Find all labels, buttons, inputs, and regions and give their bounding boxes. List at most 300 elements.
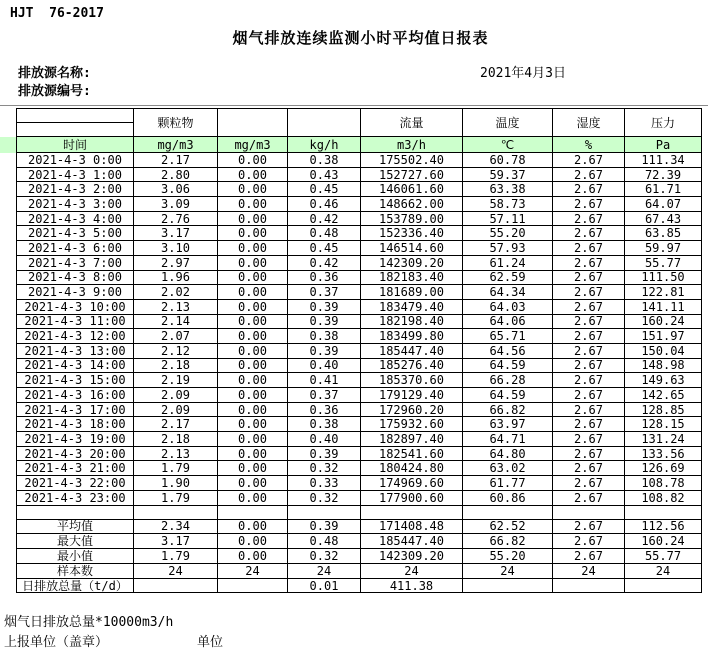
- value-cell: 0.46: [288, 197, 361, 212]
- value-cell: 0.00: [218, 461, 288, 476]
- value-cell: 2.97: [134, 255, 218, 270]
- time-cell: 2021-4-3 23:00: [17, 490, 134, 505]
- summary-row: [17, 549, 702, 564]
- value-cell: 2.13: [134, 446, 218, 461]
- value-cell: 151.97: [625, 329, 702, 344]
- value-cell: 64.59: [463, 388, 553, 403]
- table-head: [17, 109, 702, 153]
- summary-row: [17, 519, 702, 534]
- column-group-header: 颗粒物: [134, 109, 218, 137]
- flow-total-note: 烟气日排放总量*10000m3/h: [4, 615, 174, 630]
- unit-header-cell: m3/h: [361, 137, 463, 153]
- value-cell: 111.34: [625, 153, 702, 168]
- value-cell: 63.85: [625, 226, 702, 241]
- value-cell: 174969.60: [361, 476, 463, 491]
- table-row: [17, 388, 702, 403]
- value-cell: 0.39: [288, 314, 361, 329]
- summary-value: 66.82: [463, 534, 553, 549]
- time-cell: 2021-4-3 22:00: [17, 476, 134, 491]
- value-cell: 59.97: [625, 241, 702, 256]
- table-row: [17, 285, 702, 300]
- horizontal-rule: [0, 105, 708, 106]
- empty-cell: [134, 505, 218, 519]
- value-cell: 2.18: [134, 432, 218, 447]
- summary-value: 0.01: [288, 578, 361, 593]
- value-cell: 0.40: [288, 358, 361, 373]
- unit-header-cell: %: [553, 137, 625, 153]
- value-cell: 2.14: [134, 314, 218, 329]
- value-cell: 2.67: [553, 270, 625, 285]
- table-row: [17, 329, 702, 344]
- header-row: [17, 109, 702, 123]
- value-cell: 2.67: [553, 388, 625, 403]
- summary-value: 142309.20: [361, 549, 463, 564]
- value-cell: 0.43: [288, 167, 361, 182]
- summary-value: [625, 578, 702, 593]
- spacer-row: [17, 505, 702, 519]
- value-cell: 2.67: [553, 167, 625, 182]
- value-cell: 2.18: [134, 358, 218, 373]
- unit-header-cell: mg/m3: [218, 137, 288, 153]
- value-cell: 1.79: [134, 490, 218, 505]
- empty-cell: [218, 505, 288, 519]
- value-cell: 2.67: [553, 417, 625, 432]
- table-row: [17, 182, 702, 197]
- value-cell: 0.32: [288, 461, 361, 476]
- value-cell: 64.07: [625, 197, 702, 212]
- value-cell: 2.67: [553, 314, 625, 329]
- table-row: [17, 432, 702, 447]
- summary-label: 日排放总量（t/d）: [17, 578, 134, 593]
- value-cell: 2.76: [134, 211, 218, 226]
- value-cell: 0.42: [288, 211, 361, 226]
- value-cell: 2.67: [553, 461, 625, 476]
- value-cell: 0.00: [218, 314, 288, 329]
- time-cell: 2021-4-3 0:00: [17, 153, 134, 168]
- value-cell: 108.78: [625, 476, 702, 491]
- value-cell: 65.71: [463, 329, 553, 344]
- value-cell: 1.79: [134, 461, 218, 476]
- value-cell: 2.67: [553, 153, 625, 168]
- value-cell: 182897.40: [361, 432, 463, 447]
- empty-cell: [361, 505, 463, 519]
- value-cell: 0.45: [288, 241, 361, 256]
- time-cell: 2021-4-3 21:00: [17, 461, 134, 476]
- value-cell: 0.36: [288, 402, 361, 417]
- value-cell: 152727.60: [361, 167, 463, 182]
- value-cell: 0.38: [288, 153, 361, 168]
- value-cell: 2.80: [134, 167, 218, 182]
- value-cell: 160.24: [625, 314, 702, 329]
- value-cell: 185447.40: [361, 343, 463, 358]
- value-cell: 2.12: [134, 343, 218, 358]
- value-cell: 0.00: [218, 197, 288, 212]
- table-row: [17, 226, 702, 241]
- value-cell: 2.67: [553, 255, 625, 270]
- value-cell: 146514.60: [361, 241, 463, 256]
- value-cell: 172960.20: [361, 402, 463, 417]
- value-cell: 0.00: [218, 476, 288, 491]
- value-cell: 142309.20: [361, 255, 463, 270]
- time-cell: 2021-4-3 6:00: [17, 241, 134, 256]
- column-group-header: [218, 109, 288, 137]
- value-cell: 0.00: [218, 153, 288, 168]
- summary-value: 0.00: [218, 534, 288, 549]
- empty-cell: [553, 505, 625, 519]
- value-cell: 0.48: [288, 226, 361, 241]
- time-cell: 2021-4-3 8:00: [17, 270, 134, 285]
- empty-cell: [625, 505, 702, 519]
- summary-value: 0.00: [218, 549, 288, 564]
- value-cell: 0.36: [288, 270, 361, 285]
- value-cell: 3.10: [134, 241, 218, 256]
- value-cell: 153789.00: [361, 211, 463, 226]
- value-cell: 180424.80: [361, 461, 463, 476]
- value-cell: 2.67: [553, 343, 625, 358]
- time-cell: 2021-4-3 11:00: [17, 314, 134, 329]
- value-cell: 0.38: [288, 329, 361, 344]
- value-cell: 67.43: [625, 211, 702, 226]
- value-cell: 0.37: [288, 388, 361, 403]
- unit-header-cell: kg/h: [288, 137, 361, 153]
- value-cell: 2.67: [553, 432, 625, 447]
- unit-header-cell: mg/m3: [134, 137, 218, 153]
- summary-row: [17, 534, 702, 549]
- value-cell: 0.00: [218, 285, 288, 300]
- value-cell: 0.00: [218, 388, 288, 403]
- summary-value: [218, 578, 288, 593]
- table-row: [17, 241, 702, 256]
- value-cell: 61.24: [463, 255, 553, 270]
- value-cell: 0.00: [218, 255, 288, 270]
- value-cell: 0.00: [218, 432, 288, 447]
- value-cell: 64.59: [463, 358, 553, 373]
- summary-label: 平均值: [17, 519, 134, 534]
- value-cell: 64.06: [463, 314, 553, 329]
- value-cell: 57.93: [463, 241, 553, 256]
- unit-header-cell: ℃: [463, 137, 553, 153]
- value-cell: 62.59: [463, 270, 553, 285]
- value-cell: 0.00: [218, 241, 288, 256]
- value-cell: 185370.60: [361, 373, 463, 388]
- value-cell: 60.86: [463, 490, 553, 505]
- value-cell: 2.67: [553, 197, 625, 212]
- table-row: [17, 211, 702, 226]
- time-cell: 2021-4-3 3:00: [17, 197, 134, 212]
- value-cell: 64.56: [463, 343, 553, 358]
- summary-value: 185447.40: [361, 534, 463, 549]
- summary-value: 2.67: [553, 534, 625, 549]
- value-cell: 185276.40: [361, 358, 463, 373]
- summary-value: 411.38: [361, 578, 463, 593]
- summary-value: [463, 578, 553, 593]
- value-cell: 141.11: [625, 299, 702, 314]
- summary-value: 24: [625, 563, 702, 578]
- value-cell: 0.00: [218, 446, 288, 461]
- value-cell: 3.09: [134, 197, 218, 212]
- summary-value: 171408.48: [361, 519, 463, 534]
- summary-value: [553, 578, 625, 593]
- column-group-header: 压力: [625, 109, 702, 137]
- value-cell: 59.37: [463, 167, 553, 182]
- page-title: 烟气排放连续监测小时平均值日报表: [232, 29, 489, 47]
- summary-value: 2.34: [134, 519, 218, 534]
- value-cell: 182198.40: [361, 314, 463, 329]
- table-row: [17, 314, 702, 329]
- value-cell: 183479.40: [361, 299, 463, 314]
- value-cell: 182541.60: [361, 446, 463, 461]
- value-cell: 0.00: [218, 490, 288, 505]
- value-cell: 2.09: [134, 402, 218, 417]
- table-row: [17, 417, 702, 432]
- summary-value: 24: [463, 563, 553, 578]
- value-cell: 0.00: [218, 373, 288, 388]
- time-cell: 2021-4-3 19:00: [17, 432, 134, 447]
- value-cell: 0.39: [288, 299, 361, 314]
- value-cell: 2.67: [553, 182, 625, 197]
- unit-header-cell: Pa: [625, 137, 702, 153]
- summary-value: 160.24: [625, 534, 702, 549]
- value-cell: 150.04: [625, 343, 702, 358]
- time-cell: 2021-4-3 4:00: [17, 211, 134, 226]
- value-cell: 2.67: [553, 358, 625, 373]
- value-cell: 0.41: [288, 373, 361, 388]
- value-cell: 152336.40: [361, 226, 463, 241]
- column-group-header: 湿度: [553, 109, 625, 137]
- summary-value: 0.00: [218, 519, 288, 534]
- value-cell: 0.38: [288, 417, 361, 432]
- value-cell: 64.71: [463, 432, 553, 447]
- value-cell: 0.32: [288, 490, 361, 505]
- value-cell: 0.00: [218, 226, 288, 241]
- value-cell: 0.33: [288, 476, 361, 491]
- value-cell: 0.00: [218, 343, 288, 358]
- value-cell: 0.00: [218, 417, 288, 432]
- value-cell: 0.39: [288, 446, 361, 461]
- value-cell: 0.45: [288, 182, 361, 197]
- table-row: [17, 197, 702, 212]
- empty-cell: [463, 505, 553, 519]
- corner-cell: [17, 109, 134, 123]
- summary-value: 3.17: [134, 534, 218, 549]
- value-cell: 2.02: [134, 285, 218, 300]
- value-cell: 2.67: [553, 211, 625, 226]
- value-cell: 177900.60: [361, 490, 463, 505]
- value-cell: 2.19: [134, 373, 218, 388]
- value-cell: 64.34: [463, 285, 553, 300]
- table-row: [17, 153, 702, 168]
- value-cell: 2.07: [134, 329, 218, 344]
- summary-value: 55.20: [463, 549, 553, 564]
- value-cell: 126.69: [625, 461, 702, 476]
- unit-row-stripe: [0, 137, 17, 153]
- summary-value: 0.32: [288, 549, 361, 564]
- table-row: [17, 490, 702, 505]
- value-cell: 61.77: [463, 476, 553, 491]
- report-table: [16, 108, 702, 593]
- value-cell: 0.00: [218, 270, 288, 285]
- value-cell: 1.96: [134, 270, 218, 285]
- column-group-header: 流量: [361, 109, 463, 137]
- summary-value: 2.67: [553, 519, 625, 534]
- value-cell: 133.56: [625, 446, 702, 461]
- value-cell: 3.17: [134, 226, 218, 241]
- value-cell: 0.00: [218, 329, 288, 344]
- summary-value: 24: [288, 563, 361, 578]
- summary-value: 62.52: [463, 519, 553, 534]
- summary-value: 24: [134, 563, 218, 578]
- summary-value: 2.67: [553, 549, 625, 564]
- value-cell: 0.39: [288, 343, 361, 358]
- corner-cell: [17, 123, 134, 137]
- value-cell: 2.67: [553, 285, 625, 300]
- value-cell: 128.85: [625, 402, 702, 417]
- value-cell: 2.67: [553, 299, 625, 314]
- value-cell: 128.15: [625, 417, 702, 432]
- summary-value: 24: [218, 563, 288, 578]
- value-cell: 1.90: [134, 476, 218, 491]
- table-row: [17, 167, 702, 182]
- summary-label: 样本数: [17, 563, 134, 578]
- value-cell: 2.09: [134, 388, 218, 403]
- time-cell: 2021-4-3 12:00: [17, 329, 134, 344]
- value-cell: 58.73: [463, 197, 553, 212]
- value-cell: 2.67: [553, 476, 625, 491]
- value-cell: 64.03: [463, 299, 553, 314]
- unit-header-cell: 时间: [17, 137, 134, 153]
- value-cell: 2.67: [553, 402, 625, 417]
- value-cell: 148662.00: [361, 197, 463, 212]
- value-cell: 0.00: [218, 211, 288, 226]
- value-cell: 142.65: [625, 388, 702, 403]
- unit-header-row: [17, 137, 702, 153]
- table-row: [17, 358, 702, 373]
- report-unit-label: 上报单位（盖章）: [4, 635, 109, 650]
- value-cell: 0.00: [218, 299, 288, 314]
- value-cell: 181689.00: [361, 285, 463, 300]
- value-cell: 2.67: [553, 241, 625, 256]
- standard-code: HJT 76-2017: [10, 6, 104, 21]
- table-row: [17, 255, 702, 270]
- value-cell: 2.67: [553, 446, 625, 461]
- value-cell: 72.39: [625, 167, 702, 182]
- value-cell: 66.28: [463, 373, 553, 388]
- value-cell: 0.42: [288, 255, 361, 270]
- value-cell: 175502.40: [361, 153, 463, 168]
- value-cell: 182183.40: [361, 270, 463, 285]
- time-cell: 2021-4-3 16:00: [17, 388, 134, 403]
- value-cell: 3.06: [134, 182, 218, 197]
- summary-value: 0.48: [288, 534, 361, 549]
- table-row: [17, 461, 702, 476]
- value-cell: 55.20: [463, 226, 553, 241]
- table-row: [17, 402, 702, 417]
- value-cell: 183499.80: [361, 329, 463, 344]
- summary-value: [134, 578, 218, 593]
- column-group-header: [288, 109, 361, 137]
- value-cell: 2.67: [553, 329, 625, 344]
- empty-cell: [288, 505, 361, 519]
- time-cell: 2021-4-3 14:00: [17, 358, 134, 373]
- time-cell: 2021-4-3 18:00: [17, 417, 134, 432]
- value-cell: 63.97: [463, 417, 553, 432]
- value-cell: 63.02: [463, 461, 553, 476]
- value-cell: 122.81: [625, 285, 702, 300]
- time-cell: 2021-4-3 9:00: [17, 285, 134, 300]
- report-date: 2021年4月3日: [480, 66, 566, 81]
- time-cell: 2021-4-3 20:00: [17, 446, 134, 461]
- time-cell: 2021-4-3 2:00: [17, 182, 134, 197]
- value-cell: 0.00: [218, 167, 288, 182]
- summary-value: 112.56: [625, 519, 702, 534]
- value-cell: 2.67: [553, 226, 625, 241]
- time-cell: 2021-4-3 5:00: [17, 226, 134, 241]
- value-cell: 63.38: [463, 182, 553, 197]
- summary-label: 最小值: [17, 549, 134, 564]
- time-cell: 2021-4-3 15:00: [17, 373, 134, 388]
- time-cell: 2021-4-3 1:00: [17, 167, 134, 182]
- value-cell: 2.17: [134, 417, 218, 432]
- summary-row: [17, 578, 702, 593]
- value-cell: 0.00: [218, 182, 288, 197]
- source-code-label: 排放源编号:: [18, 84, 91, 99]
- table-row: [17, 270, 702, 285]
- value-cell: 55.77: [625, 255, 702, 270]
- value-cell: 60.78: [463, 153, 553, 168]
- summary-value: 24: [553, 563, 625, 578]
- summary-value: 24: [361, 563, 463, 578]
- value-cell: 131.24: [625, 432, 702, 447]
- time-cell: 2021-4-3 10:00: [17, 299, 134, 314]
- empty-cell: [17, 505, 134, 519]
- summary-label: 最大值: [17, 534, 134, 549]
- value-cell: 108.82: [625, 490, 702, 505]
- source-name-label: 排放源名称:: [18, 66, 91, 81]
- value-cell: 61.71: [625, 182, 702, 197]
- value-cell: 2.17: [134, 153, 218, 168]
- time-cell: 2021-4-3 7:00: [17, 255, 134, 270]
- value-cell: 0.37: [288, 285, 361, 300]
- value-cell: 2.13: [134, 299, 218, 314]
- value-cell: 66.82: [463, 402, 553, 417]
- value-cell: 148.98: [625, 358, 702, 373]
- value-cell: 111.50: [625, 270, 702, 285]
- table-row: [17, 343, 702, 358]
- table-row: [17, 299, 702, 314]
- value-cell: 2.67: [553, 373, 625, 388]
- summary-value: 55.77: [625, 549, 702, 564]
- summary-value: 1.79: [134, 549, 218, 564]
- time-cell: 2021-4-3 13:00: [17, 343, 134, 358]
- table-row: [17, 446, 702, 461]
- value-cell: 0.40: [288, 432, 361, 447]
- value-cell: 2.67: [553, 490, 625, 505]
- value-cell: 179129.40: [361, 388, 463, 403]
- summary-value: 0.39: [288, 519, 361, 534]
- time-cell: 2021-4-3 17:00: [17, 402, 134, 417]
- column-group-header: 温度: [463, 109, 553, 137]
- value-cell: 146061.60: [361, 182, 463, 197]
- unit-label: 单位: [197, 635, 224, 650]
- value-cell: 64.80: [463, 446, 553, 461]
- table-body: [17, 153, 702, 593]
- table-row: [17, 373, 702, 388]
- value-cell: 175932.60: [361, 417, 463, 432]
- value-cell: 0.00: [218, 358, 288, 373]
- summary-row: [17, 563, 702, 578]
- value-cell: 0.00: [218, 402, 288, 417]
- table-row: [17, 476, 702, 491]
